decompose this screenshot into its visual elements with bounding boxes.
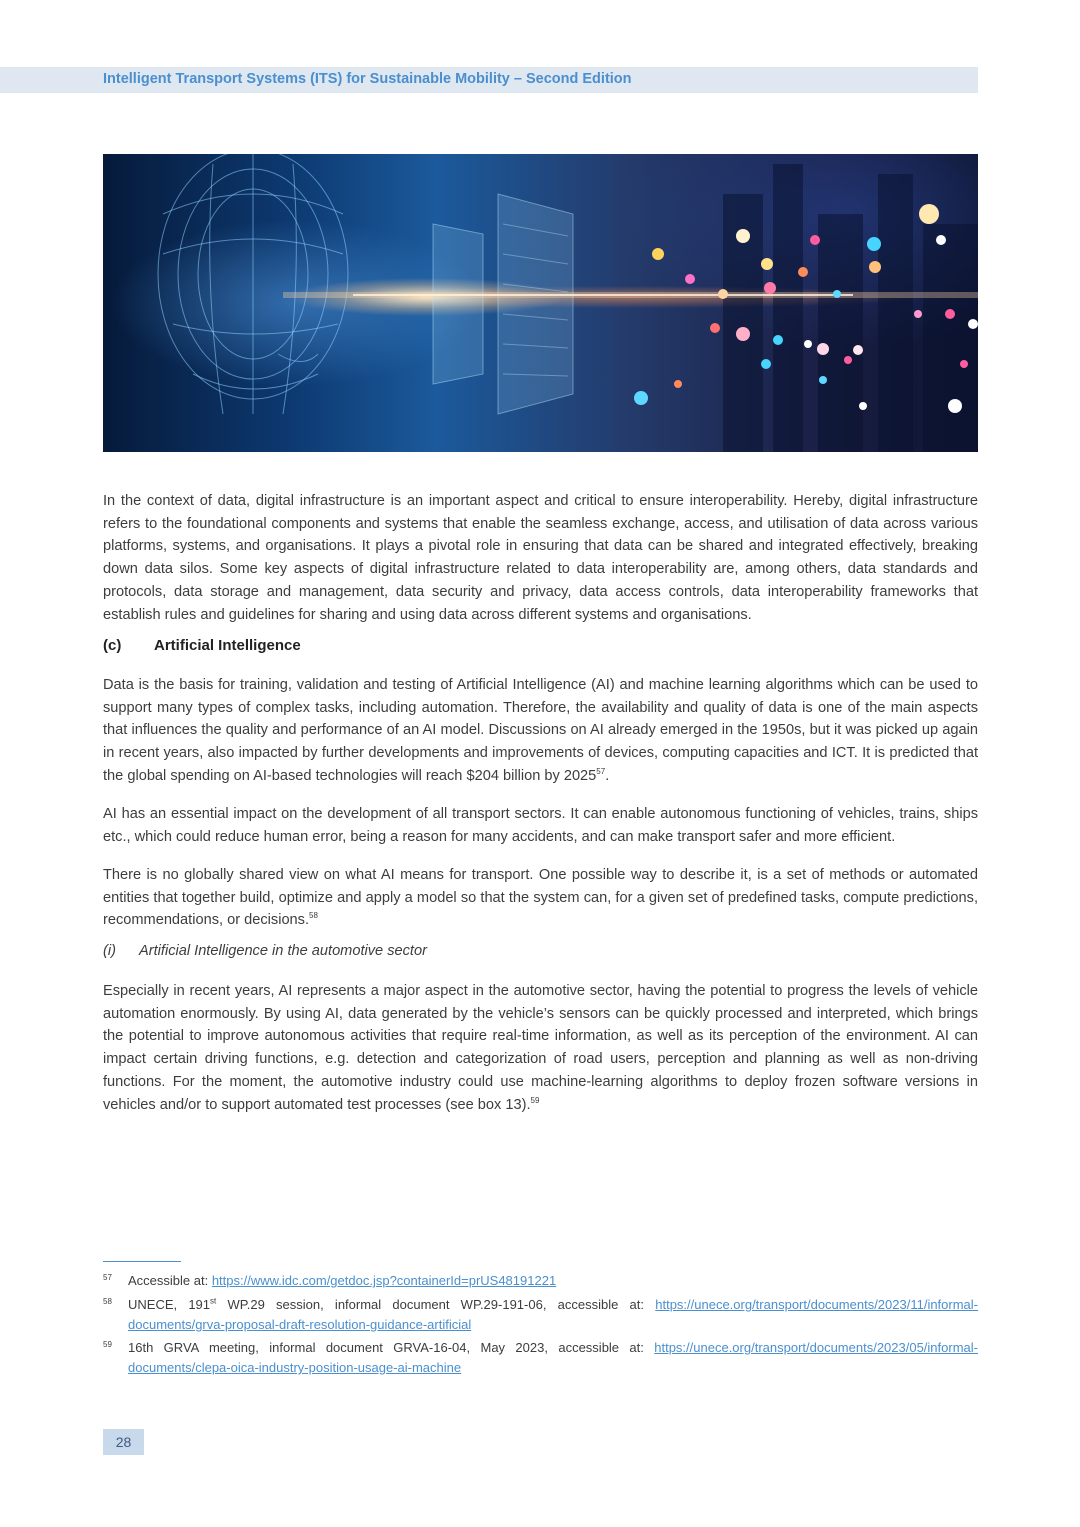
- footnote-label: 16th GRVA meeting, informal document GRVA-16-04, May 2023, accessible at:: [128, 1340, 655, 1355]
- paragraph-ai-definition: [103, 864, 978, 932]
- section-letter: (c): [103, 637, 122, 654]
- section-title: Artificial Intelligence: [154, 637, 301, 654]
- subsection-number: (i): [103, 943, 116, 959]
- footnote-59: [103, 1338, 978, 1378]
- subsection-title: Artificial Intelligence in the automotive sector: [139, 943, 427, 959]
- footnote-number: 59: [103, 1340, 112, 1349]
- paragraph-digital-infrastructure: In the context of data, digital infrastructure is an important aspect and critical to ensure interoperability. Hereby, digital infrastructure refers to the foundational components and systems that enable the seamless exchange, access, and utilisation of data across various platforms, systems, and organisations. It plays a pivotal role in ensuring that data can be shared and integrated effectively, breaking down data silos. Some key aspects of digital infrastructure related to data interoperability are, among others, data standards and protocols, data storage and management, data security and privacy, data access controls, data interoperability frameworks that establish rules and guidelines for sharing and using data across different systems and organisations.: [103, 493, 978, 623]
- paragraph-ai-automotive: [103, 980, 978, 1116]
- footnote-link[interactable]: https://www.idc.com/getdoc.jsp?containerId=prUS48191221: [211, 1273, 557, 1288]
- footnote-divider: [103, 1261, 181, 1262]
- footnote-link[interactable]: https://unece.org/transport/documents/2023/11/informal-documents/grva-proposal-draft-resolution-guidance-artificial: [128, 1297, 979, 1332]
- footnote-ref-57[interactable]: 57: [596, 766, 606, 776]
- page-number: 28: [103, 1429, 144, 1455]
- paragraph-ai-definition-text: There is no globally shared view on what AI means for transport. One possible way to describe it, is a set of methods or automated entities that together build, optimize and apply a model so that the system can, for a given set of predefined tasks, compute predictions, recommendations, or decisions.: [103, 867, 978, 929]
- paragraph-ai-data: [103, 674, 978, 788]
- hero-image: [103, 154, 978, 452]
- footnote-text: [128, 1295, 978, 1335]
- ai-face-city-lights-image: [103, 154, 978, 452]
- footnote-ref-59[interactable]: 59: [530, 1095, 540, 1105]
- footnote-link[interactable]: https://unece.org/transport/documents/2023/05/informal-documents/clepa-oica-industry-position-usage-ai-machine: [128, 1340, 978, 1375]
- ordinal-suffix: st: [210, 1296, 217, 1306]
- section-heading: [103, 637, 301, 654]
- subsection-heading: [103, 943, 427, 959]
- footnote-text: [128, 1271, 978, 1291]
- footnote-label: Accessible at:: [128, 1273, 212, 1288]
- footnote-57: [103, 1271, 978, 1291]
- running-header-title: Intelligent Transport Systems (ITS) for Sustainable Mobility – Second Edition: [103, 71, 632, 87]
- paragraph-end-punctuation: .: [605, 767, 610, 784]
- footnote-label: UNECE, 191: [128, 1297, 211, 1312]
- footnote-number: 58: [103, 1297, 112, 1306]
- footnote-58: [103, 1295, 978, 1335]
- paragraph-ai-transport: AI has an essential impact on the development of all transport sectors. It can enable autonomous functioning of vehicles, trains, ships etc., which could reduce human error, being a reason for many accidents, and can make transport safer and more efficient.: [103, 806, 978, 845]
- paragraph-ai-automotive-text: Especially in recent years, AI represents a major aspect in the automotive sector, having the potential to progress the levels of vehicle automation enormously. By using AI, data generated by the vehicle’s sensors can be quickly processed and interpreted, which brings the potential to improve autonomous activities that require real-time information, as well as its perception of the environment. AI can impact certain driving functions, e.g. detection and categorization of road users, perception and planning as well as non-driving functions. For the moment, the automotive industry could use machine-learning algorithms to deploy frozen software versions in vehicles and/or to support automated test processes (see box 13).: [103, 983, 978, 1113]
- paragraph-ai-data-text: Data is the basis for training, validation and testing of Artificial Intelligence (AI) and machine learning algorithms which can be used to support many types of complex tasks, including automation. Therefore, the availability and quality of data is one of the main aspects that influences the quality and performance of an AI model. Discussions on AI already emerged in the 1950s, but it was picked up again in recent years, also impacted by further developments and improvements of devices, computing capacities and ICT. It is predicted that the global spending on AI-based technologies will reach $204 billion by 2025: [103, 677, 978, 784]
- footnote-ref-58[interactable]: 58: [309, 911, 318, 921]
- footnote-label-cont: WP.29 session, informal document WP.29-191-06, accessible at:: [216, 1297, 656, 1312]
- footnote-text: [128, 1338, 978, 1378]
- footnote-number: 57: [103, 1273, 112, 1282]
